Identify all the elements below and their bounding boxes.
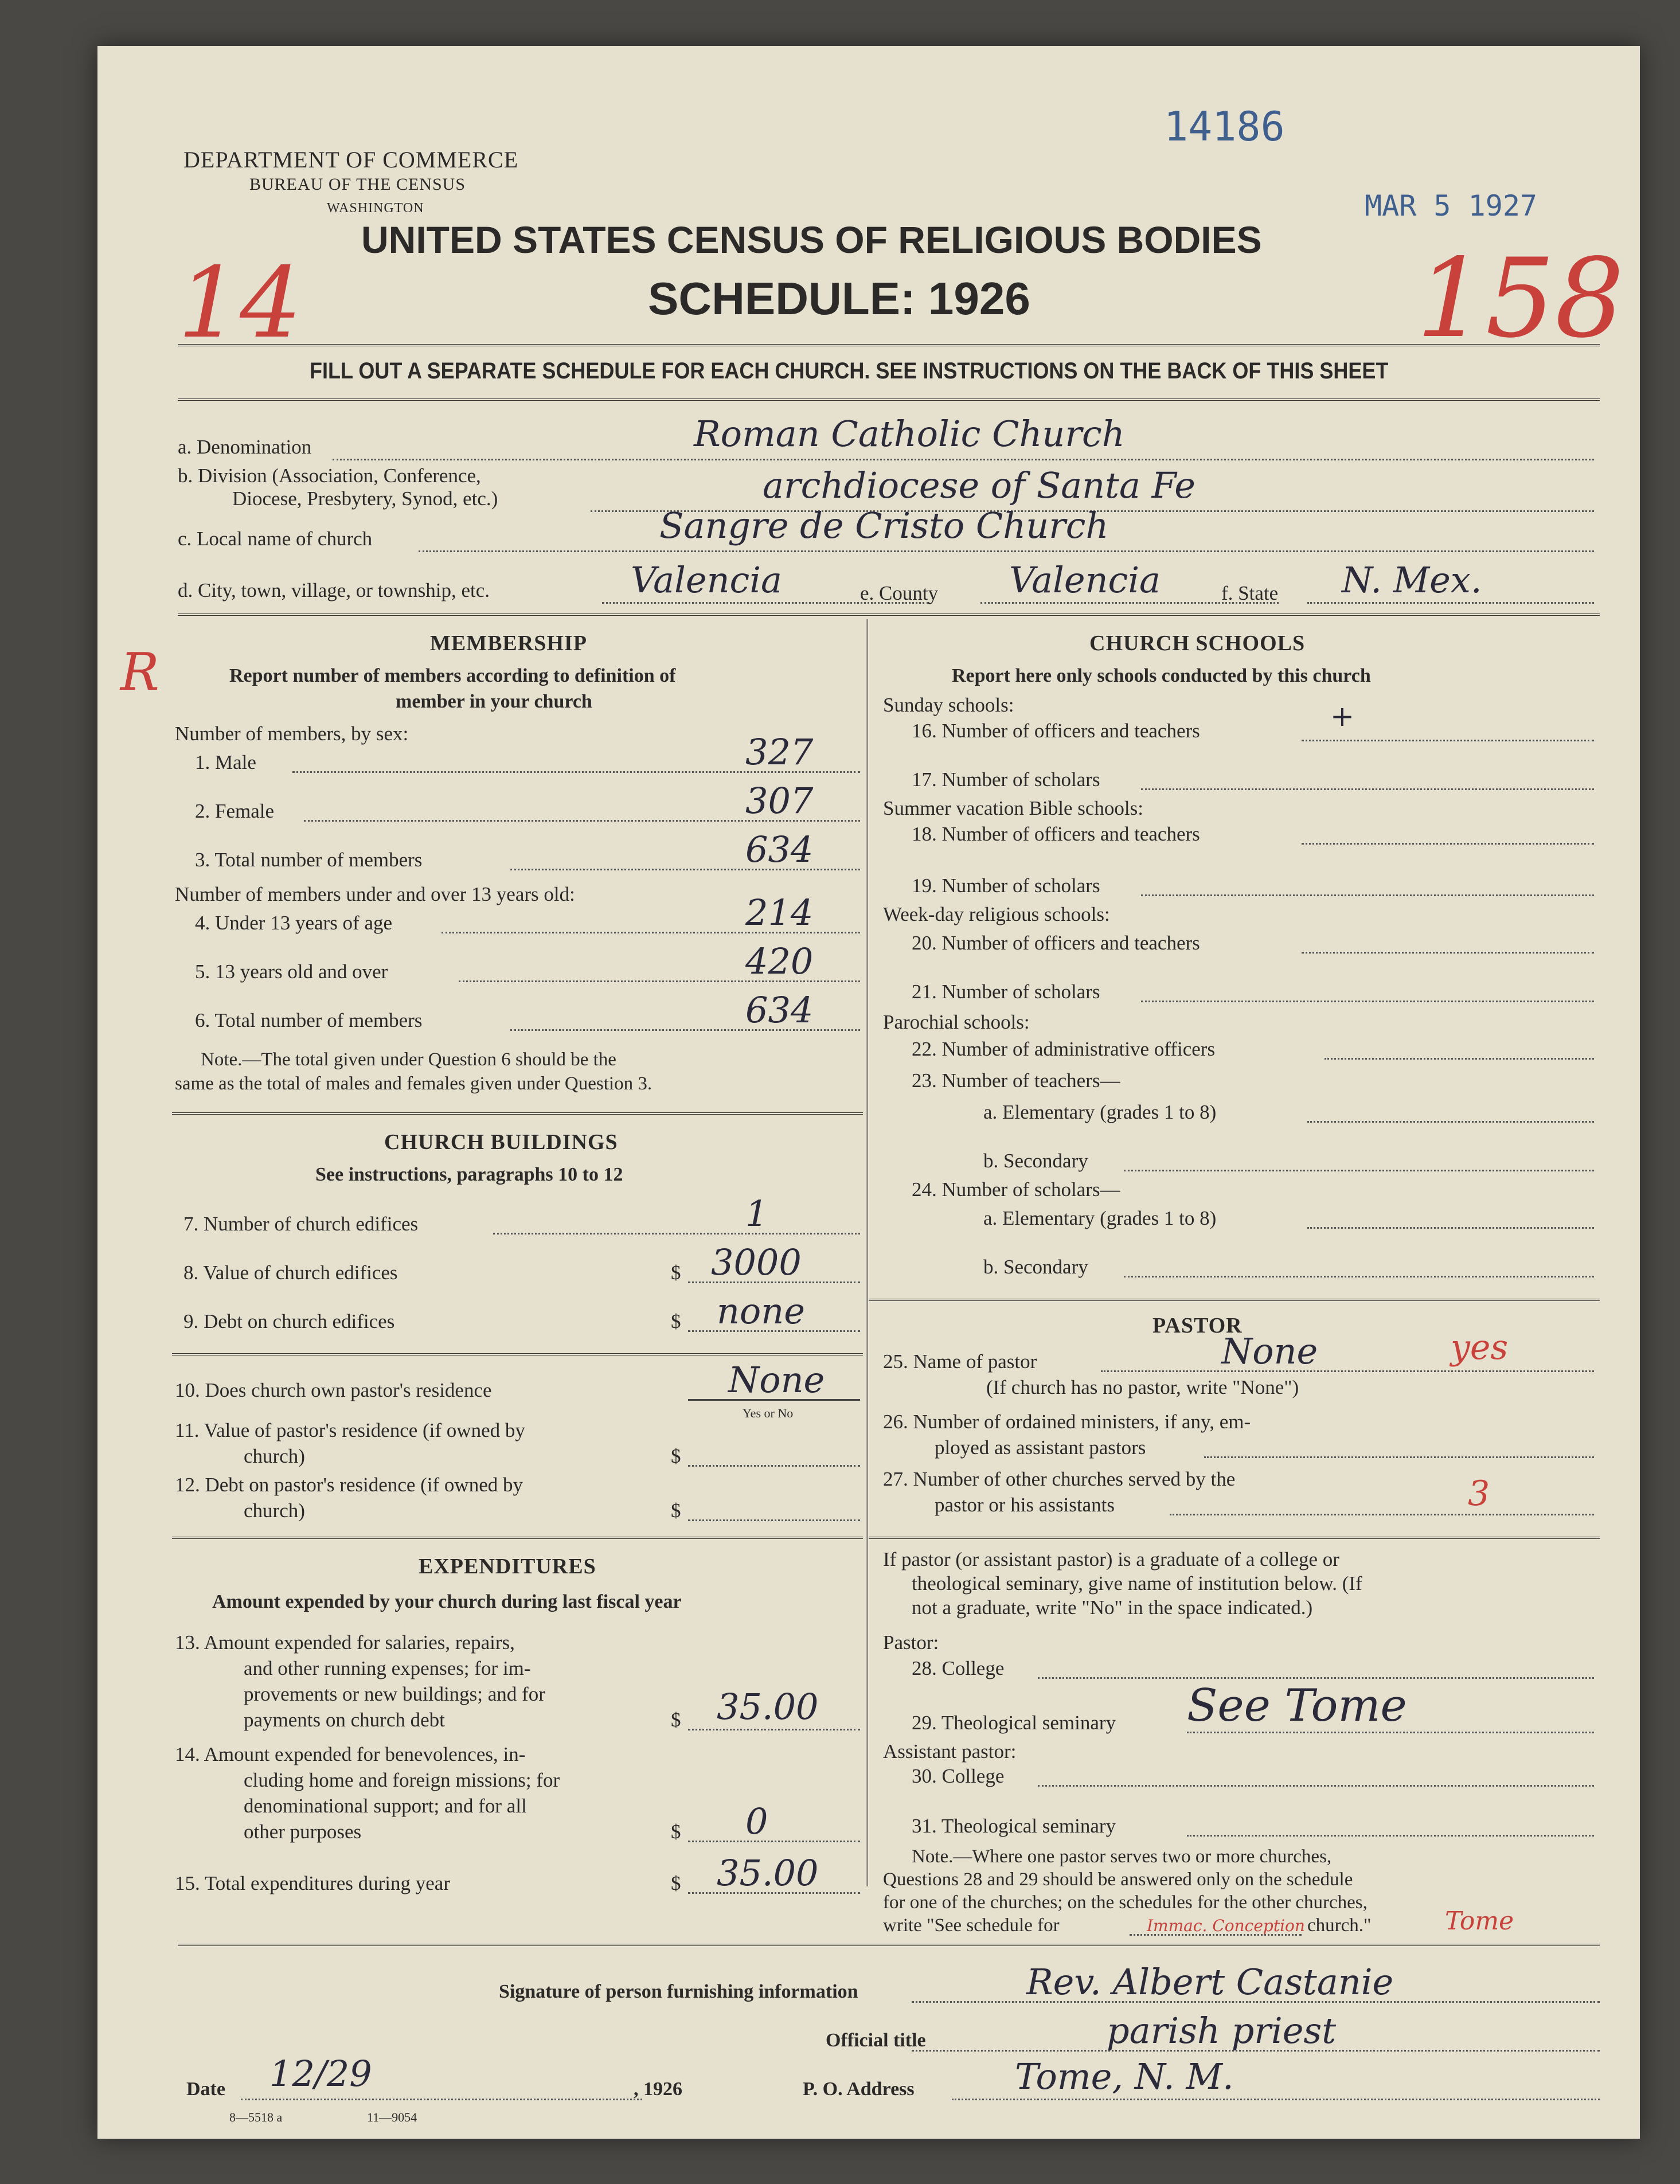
q14-dollar: $ — [671, 1820, 681, 1843]
schedule-title: SCHEDULE: 1926 — [648, 273, 1030, 324]
q13-label-3: provements or new buildings; and for — [244, 1683, 545, 1705]
margin-mark: R — [120, 642, 159, 702]
q27-label: 27. Number of other churches served by the — [883, 1468, 1236, 1490]
q8-value: 3000 — [711, 1241, 802, 1283]
pastor-sublabel: Pastor: — [883, 1631, 939, 1654]
q19-label: 19. Number of scholars — [912, 874, 1100, 897]
q15-label: 15. Total expenditures during year — [175, 1872, 450, 1894]
q10-value: None — [728, 1359, 825, 1401]
stamp-number: 14186 — [1164, 103, 1285, 150]
q28-label: 28. College — [912, 1657, 1005, 1679]
q2-value: 307 — [745, 780, 814, 822]
print-number: 11—9054 — [367, 2110, 417, 2124]
q9-dollar: $ — [671, 1310, 681, 1333]
age-intro-label: Number of members under and over 13 years old: — [175, 883, 575, 905]
q14-label-2: cluding home and foreign missions; for — [244, 1769, 560, 1791]
q29-value: See Tome — [1187, 1680, 1407, 1732]
q29-label: 29. Theological seminary — [912, 1712, 1116, 1734]
q21-label: 21. Number of scholars — [912, 980, 1100, 1003]
q30-label: 30. College — [912, 1765, 1005, 1787]
state-value: N. Mex. — [1342, 559, 1482, 601]
q12-label-cont: church) — [244, 1499, 305, 1522]
q5-value: 420 — [745, 940, 814, 982]
q14-value: 0 — [745, 1800, 768, 1842]
county-label: e. County — [860, 582, 939, 604]
pastor-note: Note.—Where one pastor serves two or more churches, — [912, 1846, 1332, 1867]
q11-dollar: $ — [671, 1445, 681, 1467]
pastor-note-red: Tome — [1445, 1906, 1514, 1936]
q25-instruction: (If church has no pastor, write "None") — [986, 1376, 1299, 1398]
official-title-label: Official title — [826, 2030, 926, 2051]
bureau-city: WASHINGTON — [327, 201, 424, 216]
expenditures-heading: EXPENDITURES — [419, 1554, 596, 1579]
q18-label: 18. Number of officers and teachers — [912, 823, 1200, 845]
q25-red-note: yes — [1451, 1327, 1509, 1368]
expenditures-subheading: Amount expended by your church during last fiscal year — [212, 1591, 682, 1612]
q3-label: 3. Total number of members — [195, 849, 423, 871]
assistant-pastor-sublabel: Assistant pastor: — [883, 1740, 1017, 1763]
q23b-label: b. Secondary — [983, 1150, 1088, 1172]
graduate-instruction-2: theological seminary, give name of institution below. (If — [912, 1572, 1362, 1595]
q9-label: 9. Debt on church edifices — [183, 1310, 395, 1333]
division-label: b. Division (Association, Conference, — [178, 464, 481, 487]
q6-label: 6. Total number of members — [195, 1009, 423, 1032]
pastor-note-4: write "See schedule for — [883, 1915, 1060, 1936]
po-address-label: P. O. Address — [803, 2078, 915, 2100]
department-name: DEPARTMENT OF COMMERCE — [183, 147, 519, 173]
membership-intro-cont: member in your church — [396, 691, 592, 712]
q13-label-4: payments on church debt — [244, 1709, 445, 1731]
q8-dollar: $ — [671, 1261, 681, 1284]
local-name-label: c. Local name of church — [178, 528, 373, 550]
q12-label: 12. Debt on pastor's residence (if owned by — [175, 1474, 523, 1496]
q13-label-2: and other running expenses; for im- — [244, 1657, 531, 1679]
q27-value: 3 — [1468, 1474, 1490, 1514]
q11-label: 11. Value of pastor's residence (if owned by — [175, 1419, 525, 1441]
q1-value: 327 — [745, 731, 814, 773]
membership-note: Note.—The total given under Question 6 should be the — [201, 1049, 616, 1070]
q24b-label: b. Secondary — [983, 1256, 1088, 1278]
q16-value: + — [1330, 700, 1354, 733]
county-value: Valencia — [1009, 559, 1161, 601]
q3-value: 634 — [745, 829, 814, 870]
q24-label: 24. Number of scholars— — [912, 1178, 1120, 1201]
division-value: archdiocese of Santa Fe — [763, 464, 1195, 506]
q1-label: 1. Male — [195, 751, 256, 773]
pastor-note-fill: Immac. Conception — [1147, 1916, 1305, 1935]
q26-label-cont: ployed as assistant pastors — [935, 1436, 1146, 1459]
q6-value: 634 — [745, 989, 814, 1031]
q27-label-cont: pastor or his assistants — [935, 1494, 1115, 1516]
division-label-cont: Diocese, Presbytery, Synod, etc.) — [232, 487, 498, 510]
form-title: UNITED STATES CENSUS OF RELIGIOUS BODIES — [361, 218, 1262, 261]
buildings-subheading: See instructions, paragraphs 10 to 12 — [315, 1164, 623, 1185]
census-schedule-sheet — [97, 46, 1640, 2139]
schools-subheading: Report here only schools conducted by this church — [952, 665, 1371, 686]
q17-label: 17. Number of scholars — [912, 768, 1100, 791]
q10-label: 10. Does church own pastor's residence — [175, 1379, 492, 1401]
tally-mark-left: 14 — [178, 247, 302, 360]
q13-value: 35.00 — [717, 1686, 819, 1728]
pastor-heading: PASTOR — [1152, 1314, 1243, 1338]
q25-value: None — [1221, 1330, 1318, 1372]
city-value: Valencia — [631, 559, 783, 601]
state-label: f. State — [1221, 582, 1279, 604]
membership-intro: Report number of members according to definition of — [229, 665, 676, 686]
summer-schools-label: Summer vacation Bible schools: — [883, 797, 1143, 819]
signature-label: Signature of person furnishing information — [499, 1981, 858, 2002]
members-by-sex-label: Number of members, by sex: — [175, 722, 409, 745]
q13-label: 13. Amount expended for salaries, repairs, — [175, 1631, 515, 1654]
parochial-schools-label: Parochial schools: — [883, 1011, 1030, 1033]
po-address-value: Tome, N. M. — [1015, 2056, 1234, 2097]
q9-value: none — [717, 1290, 805, 1332]
denomination-label: a. Denomination — [178, 436, 312, 458]
q14-label-3: denominational support; and for all — [244, 1795, 527, 1817]
q11-label-cont: church) — [244, 1445, 305, 1467]
q22-label: 22. Number of administrative officers — [912, 1038, 1216, 1060]
buildings-heading: CHURCH BUILDINGS — [384, 1130, 618, 1154]
q23a-label: a. Elementary (grades 1 to 8) — [983, 1101, 1217, 1123]
q15-value: 35.00 — [717, 1852, 819, 1894]
pastor-note-3: for one of the churches; on the schedules for the other churches, — [883, 1892, 1368, 1913]
weekday-schools-label: Week-day religious schools: — [883, 903, 1110, 925]
q14-label: 14. Amount expended for benevolences, in- — [175, 1743, 526, 1765]
date-label: Date — [186, 2078, 225, 2100]
schools-heading: CHURCH SCHOOLS — [1089, 631, 1306, 655]
bureau-name: BUREAU OF THE CENSUS — [249, 175, 466, 194]
local-name-value: Sangre de Cristo Church — [659, 505, 1109, 546]
yes-or-no-caption: Yes or No — [743, 1406, 794, 1420]
membership-heading: MEMBERSHIP — [430, 631, 587, 655]
date-year: , 1926 — [634, 2078, 682, 2100]
q7-value: 1 — [745, 1193, 768, 1234]
q24a-label: a. Elementary (grades 1 to 8) — [983, 1207, 1217, 1229]
q4-value: 214 — [745, 892, 814, 933]
q4-label: 4. Under 13 years of age — [195, 912, 393, 934]
q12-dollar: $ — [671, 1499, 681, 1522]
city-label: d. City, town, village, or township, etc. — [178, 579, 490, 601]
q8-label: 8. Value of church edifices — [183, 1261, 398, 1284]
graduate-instruction-3: not a graduate, write "No" in the space indicated.) — [912, 1596, 1313, 1619]
q14-label-4: other purposes — [244, 1820, 362, 1843]
q15-dollar: $ — [671, 1872, 681, 1894]
q13-dollar: $ — [671, 1709, 681, 1731]
sunday-schools-label: Sunday schools: — [883, 694, 1014, 716]
tally-mark-right: 158 — [1416, 235, 1624, 362]
q25-label: 25. Name of pastor — [883, 1350, 1037, 1373]
signature-value: Rev. Albert Castanie — [1026, 1961, 1394, 2003]
separate-schedule-instruction: FILL OUT A SEPARATE SCHEDULE FOR EACH CHURCH. SEE INSTRUCTIONS ON THE BACK OF THIS SHEET — [310, 358, 1389, 384]
q7-label: 7. Number of church edifices — [183, 1213, 419, 1235]
q26-label: 26. Number of ordained ministers, if any, em- — [883, 1411, 1251, 1433]
graduate-instruction: If pastor (or assistant pastor) is a graduate of a college or — [883, 1548, 1339, 1570]
q5-label: 5. 13 years old and over — [195, 960, 388, 983]
q20-label: 20. Number of officers and teachers — [912, 932, 1200, 954]
denomination-value: Roman Catholic Church — [694, 413, 1125, 455]
membership-note-cont: same as the total of males and females given under Question 3. — [175, 1073, 653, 1094]
date-value: 12/29 — [269, 2053, 372, 2095]
q2-label: 2. Female — [195, 800, 275, 822]
pastor-note-end: church." — [1307, 1915, 1372, 1936]
q31-label: 31. Theological seminary — [912, 1815, 1116, 1837]
form-number: 8—5518 a — [229, 2110, 283, 2124]
q23-label: 23. Number of teachers— — [912, 1069, 1120, 1092]
q16-label: 16. Number of officers and teachers — [912, 720, 1200, 742]
pastor-note-2: Questions 28 and 29 should be answered only on the schedule — [883, 1869, 1353, 1890]
received-date-stamp: MAR 5 1927 — [1365, 189, 1538, 222]
official-title-value: parish priest — [1107, 2010, 1337, 2052]
